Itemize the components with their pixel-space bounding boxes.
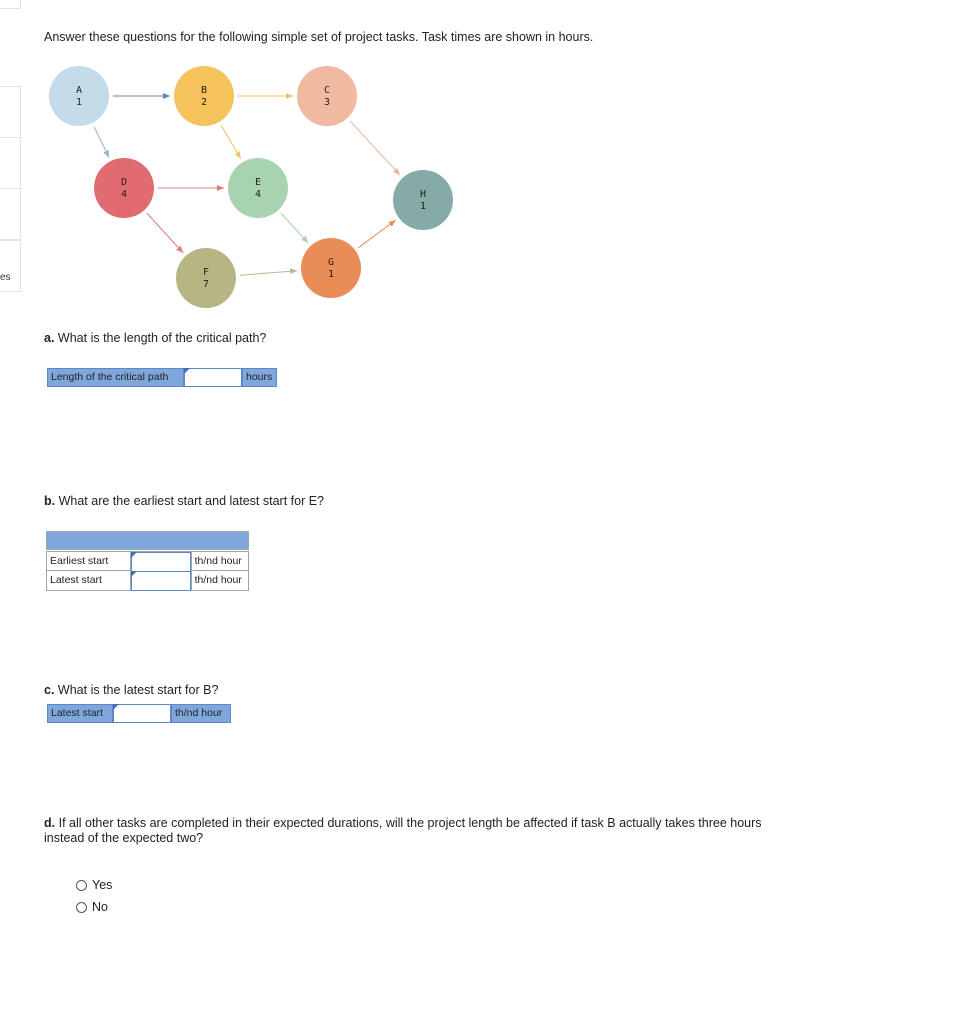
node-circle-B: [174, 66, 234, 126]
node-time-H: 1: [419, 201, 427, 212]
input-marker-icon: [131, 552, 137, 558]
critical-path-unit: hours: [242, 368, 277, 387]
node-circle-C: [297, 66, 357, 126]
sidebar-partial-label: es: [0, 272, 11, 283]
node-circle-G: [301, 238, 361, 298]
node-time-D: 4: [120, 189, 128, 200]
question-c-text: What is the latest start for B?: [57, 683, 219, 697]
edge-B-E: [221, 125, 241, 158]
node-id-F: F: [202, 267, 210, 278]
edge-C-H: [350, 121, 400, 175]
node-B: [174, 66, 234, 126]
question-c-label: c.: [44, 683, 55, 697]
question-b-text: What are the earliest start and latest start for E?: [58, 494, 324, 508]
question-b-label: b.: [44, 494, 56, 508]
question-d-options: [76, 874, 112, 918]
critical-path-input[interactable]: [185, 371, 241, 388]
node-id-A: A: [75, 85, 83, 96]
node-circle-D: [94, 158, 154, 218]
latest-start-label: Latest start: [47, 571, 131, 590]
node-D: [94, 158, 154, 218]
node-circle-F: [176, 248, 236, 308]
edge-F-G: [240, 271, 297, 276]
node-circle-A: [49, 66, 109, 126]
node-id-H: H: [419, 189, 427, 200]
earliest-start-unit: th/nd hour: [191, 552, 248, 570]
node-F: [176, 248, 236, 308]
radio-yes[interactable]: [76, 880, 87, 891]
node-id-D: D: [120, 177, 128, 188]
edge-D-F: [147, 213, 183, 253]
node-id-C: C: [323, 85, 331, 96]
question-a-text: What is the length of the critical path?: [57, 331, 267, 345]
table-row: [46, 571, 249, 591]
edge-E-G: [281, 213, 308, 243]
option-yes-label: Yes: [92, 878, 113, 892]
answer-row-c: [47, 704, 231, 723]
node-time-A: 1: [75, 97, 83, 108]
project-network-diagram: [0, 0, 520, 320]
b-latest-start-label: Latest start: [47, 704, 113, 723]
question-a-label: a.: [44, 331, 55, 345]
question-a: [44, 331, 266, 345]
latest-start-input[interactable]: [132, 573, 189, 591]
radio-no[interactable]: [76, 902, 87, 913]
node-id-G: G: [327, 257, 335, 268]
input-marker-icon: [131, 571, 137, 577]
node-time-C: 3: [323, 97, 331, 108]
node-A: [49, 66, 109, 126]
critical-path-label: Length of the critical path: [47, 368, 184, 387]
b-latest-start-unit: th/nd hour: [171, 704, 231, 723]
critical-path-input-wrap: [184, 368, 242, 387]
question-c: [44, 683, 218, 697]
latest-start-input-wrap: [131, 571, 190, 591]
question-d-text: If all other tasks are completed in their expected durations, will the project length be affected if task B actually takes three hours: [58, 816, 762, 830]
table-b-header: [46, 531, 249, 550]
edge-G-H: [358, 220, 395, 248]
input-marker-icon: [184, 368, 190, 374]
option-yes[interactable]: [76, 874, 112, 896]
b-latest-start-input[interactable]: [114, 707, 170, 724]
node-time-G: 1: [327, 269, 335, 280]
answer-row-a: [47, 368, 277, 387]
question-d-label: d.: [44, 816, 56, 830]
earliest-start-input[interactable]: [132, 554, 189, 572]
node-time-B: 2: [200, 97, 208, 108]
node-E: [228, 158, 288, 218]
edge-A-D: [94, 127, 109, 158]
node-circle-H: [393, 170, 453, 230]
node-G: [301, 238, 361, 298]
input-marker-icon: [113, 704, 119, 710]
node-time-E: 4: [254, 189, 262, 200]
node-circle-E: [228, 158, 288, 218]
earliest-start-input-wrap: [131, 552, 190, 572]
latest-start-unit: th/nd hour: [191, 571, 248, 590]
node-id-E: E: [254, 177, 262, 188]
network-nodes: [49, 66, 453, 308]
node-time-F: 7: [202, 279, 210, 290]
node-id-B: B: [200, 85, 208, 96]
option-no[interactable]: [76, 896, 112, 918]
question-d-text-2: instead of the expected two?: [44, 831, 204, 845]
earliest-start-label: Earliest start: [47, 552, 131, 570]
question-b: [44, 494, 324, 508]
table-row: [46, 551, 249, 571]
option-no-label: No: [92, 900, 108, 914]
b-latest-start-input-wrap: [113, 704, 171, 723]
node-H: [393, 170, 453, 230]
node-C: [297, 66, 357, 126]
answer-table-b: [46, 531, 249, 591]
question-d: [44, 816, 904, 846]
intro-text: Answer these questions for the following simple set of project tasks. Task times are shown in hours.: [44, 30, 594, 44]
